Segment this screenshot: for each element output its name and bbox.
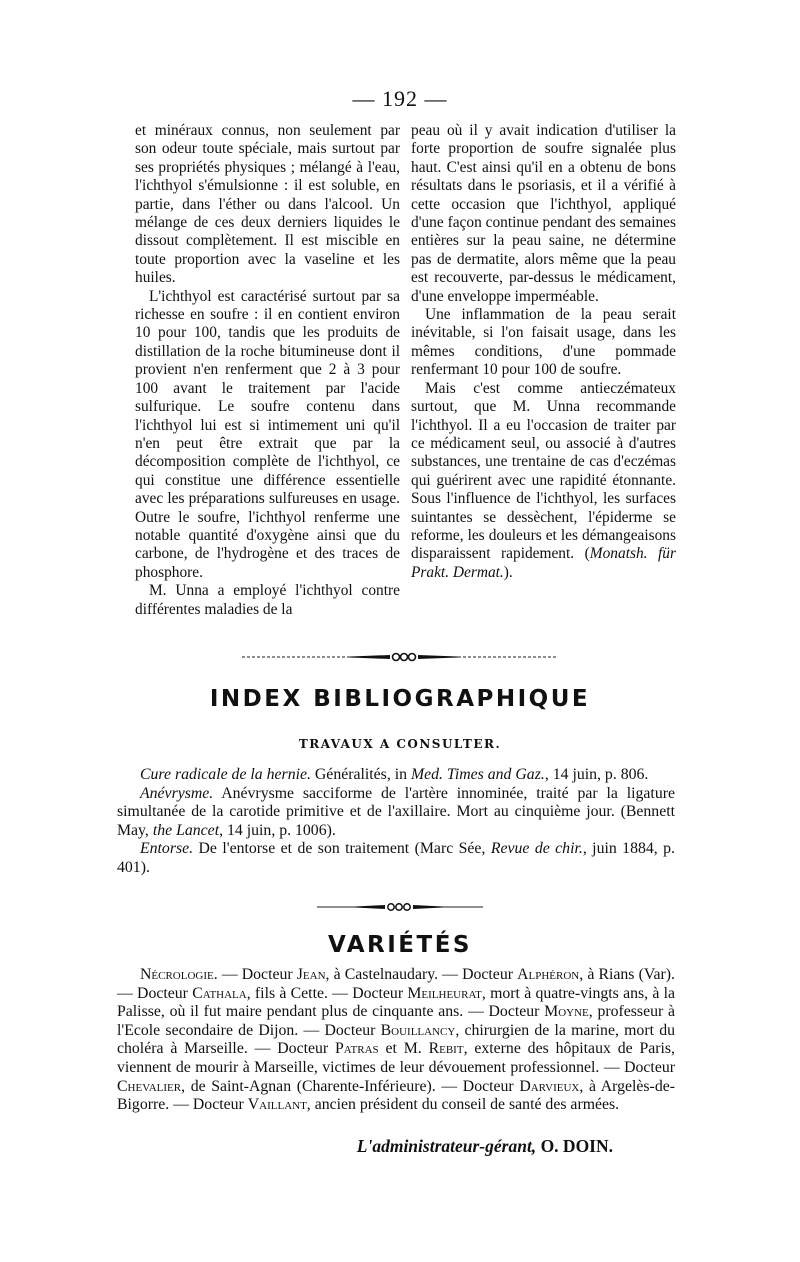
page-number: — 192 — bbox=[352, 86, 448, 111]
biblio-entry-2 bbox=[117, 785, 675, 841]
necrologie-text: , chirurgien de la marine, mort du choléra à Marseille. — Docteur bbox=[117, 1021, 675, 1058]
right-paragraph-3-source: Monatsh. für Prakt. Dermat. bbox=[411, 545, 676, 581]
right-paragraph-3 bbox=[411, 380, 676, 582]
necrologie-label: Nécrologie. bbox=[140, 966, 218, 983]
doctor-name: Cathala bbox=[192, 984, 247, 1002]
biblio-entry-3 bbox=[117, 840, 675, 877]
varietes-heading: VARIÉTÉS bbox=[328, 932, 472, 958]
necrologie-text: , professeur à l'Ecole secondaire de Dijon. — Docteur bbox=[117, 1003, 676, 1039]
index-heading: INDEX BIBLIOGRAPHIQUE bbox=[209, 686, 591, 712]
doctor-name: Bouillancy bbox=[380, 1021, 456, 1039]
right-paragraph-3-text: Mais c'est comme antieczémateux surtout, que M. Unna recommande l'ichthyol. Il a eu l'occasion de traiter par ce médicament seul, ou associé à d'autres substances, une trentaine de cas d'eczémas qui guérirent avec une rapidité étonnante. Sous l'influence de l'ichthyol, les surfaces suintantes se dessèchent, l'épiderme se reforme, les douleurs et les démangeaisons disparaissent rapidement. ( bbox=[411, 379, 676, 563]
doctor-name: Moyne bbox=[544, 1003, 589, 1021]
biblio-entry-2-journal: the Lancet bbox=[152, 821, 220, 839]
left-paragraph-3: M. Unna a employé l'ichthyol contre différentes maladies de la bbox=[135, 582, 400, 618]
left-paragraph-2: L'ichthyol est caractérisé surtout par sa richesse en soufre : il en contient environ 10 pour 100, tandis que les produits de distillation de la roche bitumineuse dont il provient n'en renferment que 2 à 3 pour 100 avant le traitement par l'acide sulfurique. Le soufre contenu dans l'ichthyol lui est si intimement uni qu'il n'en peut être extrait que par la décomposition complète de l'ichthyol, ce qui constitue une différence essentielle avec les préparations sulfureuses en usage. Outre le soufre, l'ichthyol renferme une notable quantité d'oxygène ainsi que du carbone, de l'hydrogène et des traces de phosphore. bbox=[135, 287, 400, 581]
doctor-name: Vaillant bbox=[247, 1096, 307, 1114]
ornament-divider-1 bbox=[0, 650, 800, 664]
doctor-name: Meilheurat bbox=[407, 984, 482, 1002]
biblio-entry-3-text: De l'entorse et de son traitement (Marc Sée, bbox=[193, 840, 491, 858]
signature-role: L'administrateur-gérant, bbox=[356, 1136, 537, 1156]
necrologie-text: , mort à quatre-vingts ans, à la Palisse, où il fut maire pendant plus de cinquante ans. — Docteur bbox=[117, 984, 675, 1021]
necrologie-text: , externe des hôpitaux de Paris, viennent de mourir à Marseille, victimes de leur dévouement professionnel. — Docteur bbox=[117, 1040, 676, 1076]
doctor-name: Chevalier bbox=[117, 1077, 182, 1095]
necrologie-paragraph bbox=[117, 966, 675, 1115]
necrologie-text: , à Castelnaudary. — Docteur bbox=[325, 966, 518, 983]
necrologie-text: , fils à Cette. — Docteur bbox=[246, 984, 408, 1002]
varietes-section bbox=[117, 966, 675, 1115]
index-subheading: TRAVAUX A CONSULTER. bbox=[298, 737, 502, 751]
biblio-entry-1-title: Cure radicale de la hernie. bbox=[140, 766, 311, 783]
biblio-entry-2-title: Anévrysme. bbox=[140, 784, 214, 802]
right-paragraph-2: Une inflammation de la peau serait inévitable, si l'on faisait usage, dans les mêmes conditions, d'une pommade renfermant 10 pour 100 de soufre. bbox=[411, 306, 676, 379]
biblio-entry-3-ref: , juin 1884, p. 401). bbox=[117, 840, 675, 876]
biblio-entry-2-text: Anévrysme sacciforme de l'artère innominée, traité par la ligature simultanée de la carotide primitive et de l'axillaire. Mort au cinquième jour. (Bennett May, bbox=[117, 784, 675, 839]
biblio-entry-1-text: Généralités, in bbox=[310, 766, 411, 783]
ornament-divider-2 bbox=[0, 900, 800, 914]
necrologie-text: , à Argelès-de-Bigorre. — Docteur bbox=[117, 1077, 675, 1114]
doctor-name: Patras bbox=[335, 1040, 379, 1058]
biblio-entry-3-journal: Revue de chir. bbox=[490, 840, 583, 858]
biblio-entry-1-ref: , 14 juin, p. 806. bbox=[544, 766, 649, 783]
necrologie-text: — Docteur bbox=[217, 966, 297, 983]
left-paragraph-1: et minéraux connus, non seulement par son odeur toute spéciale, mais surtout par ses propriétés physiques ; mélangé à l'eau, l'ichthyol s'émulsionne : il est soluble, en partie, dans l'éther ou dans l'alcool. Un mélange de ces deux derniers liquides le dissout complètement. Il est miscible en toute proportion avec la vaseline et les huiles. bbox=[135, 122, 400, 287]
doctor-name: Jean bbox=[296, 966, 326, 983]
signature bbox=[117, 1136, 613, 1157]
necrologie-text: , à Rians (Var). — Docteur bbox=[117, 966, 675, 1002]
right-paragraph-1: peau où il y avait indication d'utiliser la forte proportion de soufre signalée plus haut. C'est ainsi qu'il en a obtenu de bons résultats dans le psoriasis, et il a vérifié à cette occasion que l'ichthyol, appliqué d'une façon continue pendant des semaines entières sur la peau saine, ne détermine pas de dermatite, alors même que la peau est recouverte, par-dessus le médicament, d'une enveloppe imperméable. bbox=[411, 122, 676, 305]
doctor-name: Alphéron bbox=[517, 966, 580, 983]
necrologie-text: et M. bbox=[378, 1040, 429, 1058]
biblio-entry-3-title: Entorse. bbox=[140, 840, 194, 858]
biblio-entry-2-ref: , 14 juin, p. 1006). bbox=[219, 821, 336, 839]
left-column bbox=[135, 122, 400, 619]
necrologie-text: , de Saint-Agnan (Charente-Inférieure). — Docteur bbox=[181, 1077, 520, 1095]
right-paragraph-3-end: ). bbox=[503, 563, 513, 581]
necrologie-text: , ancien président du conseil de santé des armées. bbox=[306, 1096, 620, 1114]
biblio-entry-1-journal: Med. Times and Gaz. bbox=[410, 766, 545, 783]
biblio-entry-1 bbox=[117, 766, 675, 785]
bibliography bbox=[117, 766, 675, 878]
right-column bbox=[411, 122, 676, 582]
signature-name: O. DOIN. bbox=[536, 1136, 613, 1156]
doctor-name: Rebit bbox=[428, 1040, 464, 1058]
doctor-name: Darvieux bbox=[519, 1077, 580, 1095]
